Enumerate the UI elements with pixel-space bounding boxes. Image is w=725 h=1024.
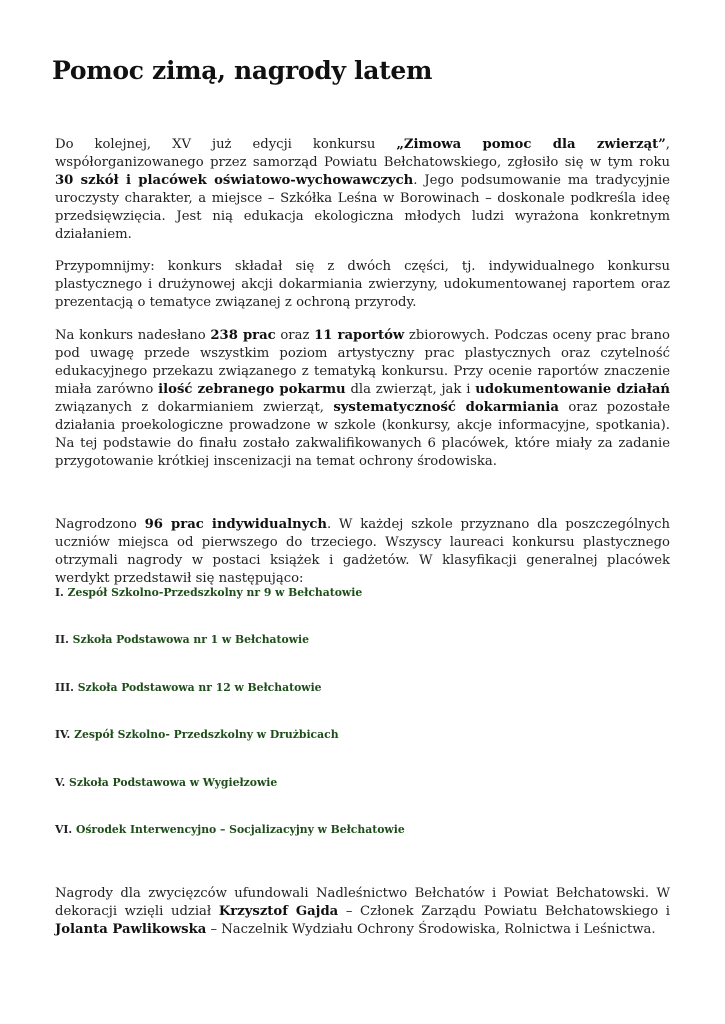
text-span: związanych z dokarmianiem zwierząt, [55, 400, 334, 415]
text-span: oraz pozostałe działania proekologiczne prowadzone w szkole (konkursy, akcje informacyjne, spotkania). Na tej podstawie do finału zostało zakwalifikowanych 6 placówek, które miały za zadanie przygotowanie krótkiej inscenizacji na temat ochrony środowiska. [55, 400, 671, 469]
submissions-paragraph [55, 327, 670, 471]
ranking-school: Szkoła Podstawowa w Wygiełzowie [69, 776, 278, 789]
emphasis-text: udokumentowanie działań [475, 382, 670, 397]
sponsors-paragraph [55, 885, 670, 939]
ranking-number: II. [55, 633, 69, 646]
emphasis-text: ilość zebranego pokarmu [158, 382, 346, 397]
ranking-item [55, 823, 405, 836]
text-span: Przypomnijmy: konkurs składał się z dwóch części, tj. indywidualnego konkursu plastycznego i drużynowej akcji dokarmiania zwierzyny, udokumentowanej raportem oraz prezentacją o tematyce związanej z ochroną przyrody. [55, 259, 670, 310]
text-span: dla zwierząt, jak i [345, 382, 476, 397]
ranking-item [55, 586, 362, 599]
article-title: Pomoc zimą, nagrody latem [52, 56, 433, 85]
ranking-item [55, 633, 309, 646]
awards-paragraph [55, 516, 670, 588]
text-span: Do kolejnej, XV już edycji konkursu [55, 137, 397, 152]
ranking-school: Zespół Szkolno-Przedszkolny nr 9 w Bełchatowie [67, 586, 363, 599]
text-span: , współorganizowanego przez samorząd Powiatu Bełchatowskiego, zgłosiło się w tym roku [55, 137, 670, 170]
intro-paragraph [55, 136, 670, 244]
text-span: . Jego podsumowanie ma tradycyjnie uroczysty charakter, a miejsce – Szkółka Leśna w Borowinach – doskonale podkreśla ideę przedsięwzięcia. Jest nią edukacja ekologiczna młodych ludzi wyrażona konkretnym działaniem. [55, 173, 670, 242]
ranking-number: V. [55, 776, 66, 789]
schools-count: 30 szkół i placówek oświatowo-wychowawczych [55, 173, 414, 188]
text-span: oraz [275, 328, 315, 343]
text-span: . W każdej szkole przyznano dla poszczególnych uczniów miejsca od pierwszego do trzeciego. Wszyscy laureaci konkursu plastycznego otrzymali nagrody w postaci książek i gadżetów. W klasyfikacji generalnej placówek werdykt przedstawił się następująco: [55, 517, 670, 586]
ranking-school: Ośrodek Interwencyjno – Socjalizacyjny w Bełchatowie [75, 823, 405, 836]
text-span: – Członek Zarządu Powiatu Bełchatowskiego i [338, 904, 670, 919]
ranking-school: Szkoła Podstawowa nr 1 w Bełchatowie [72, 633, 309, 646]
text-span: Nagrodzono [55, 517, 145, 532]
person-name: Jolanta Pawlikowska [55, 922, 207, 937]
individual-works-count: 96 prac indywidualnych [144, 517, 328, 532]
contest-name: „Zimowa pomoc dla zwierząt” [396, 137, 666, 152]
ranking-number: VI. [55, 823, 73, 836]
ranking-item [55, 776, 277, 789]
text-span: Na konkurs nadesłano [55, 328, 211, 343]
reports-count: 11 raportów [314, 328, 405, 343]
emphasis-text: systematyczność dokarmiania [333, 400, 559, 415]
reminder-paragraph [55, 258, 670, 312]
ranking-number: I. [55, 586, 64, 599]
ranking-item [55, 681, 322, 694]
ranking-number: IV. [55, 728, 71, 741]
ranking-school: Zespół Szkolno- Przedszkolny w Drużbicach [74, 728, 339, 741]
text-span: – Naczelnik Wydziału Ochrony Środowiska, Rolnictwa i Leśnictwa. [206, 922, 656, 937]
person-name: Krzysztof Gajda [218, 904, 339, 919]
ranking-item [55, 728, 339, 741]
text-span: Nagrody dla zwycięzców ufundowali Nadleśnictwo Bełchatów i Powiat Bełchatowski. W dekoracji wzięli udział [55, 886, 670, 919]
ranking-school: Szkoła Podstawowa nr 12 w Bełchatowie [77, 681, 322, 694]
text-span: zbiorowych. Podczas oceny prac brano pod uwagę przede wszystkim poziom artystyczny prac plastycznych oraz czytelność edukacyjnego przekazu związanego z tematyką konkursu. Przy ocenie raportów znaczenie miała zarówno [55, 328, 670, 397]
ranking-number: III. [55, 681, 74, 694]
works-count: 238 prac [210, 328, 276, 343]
